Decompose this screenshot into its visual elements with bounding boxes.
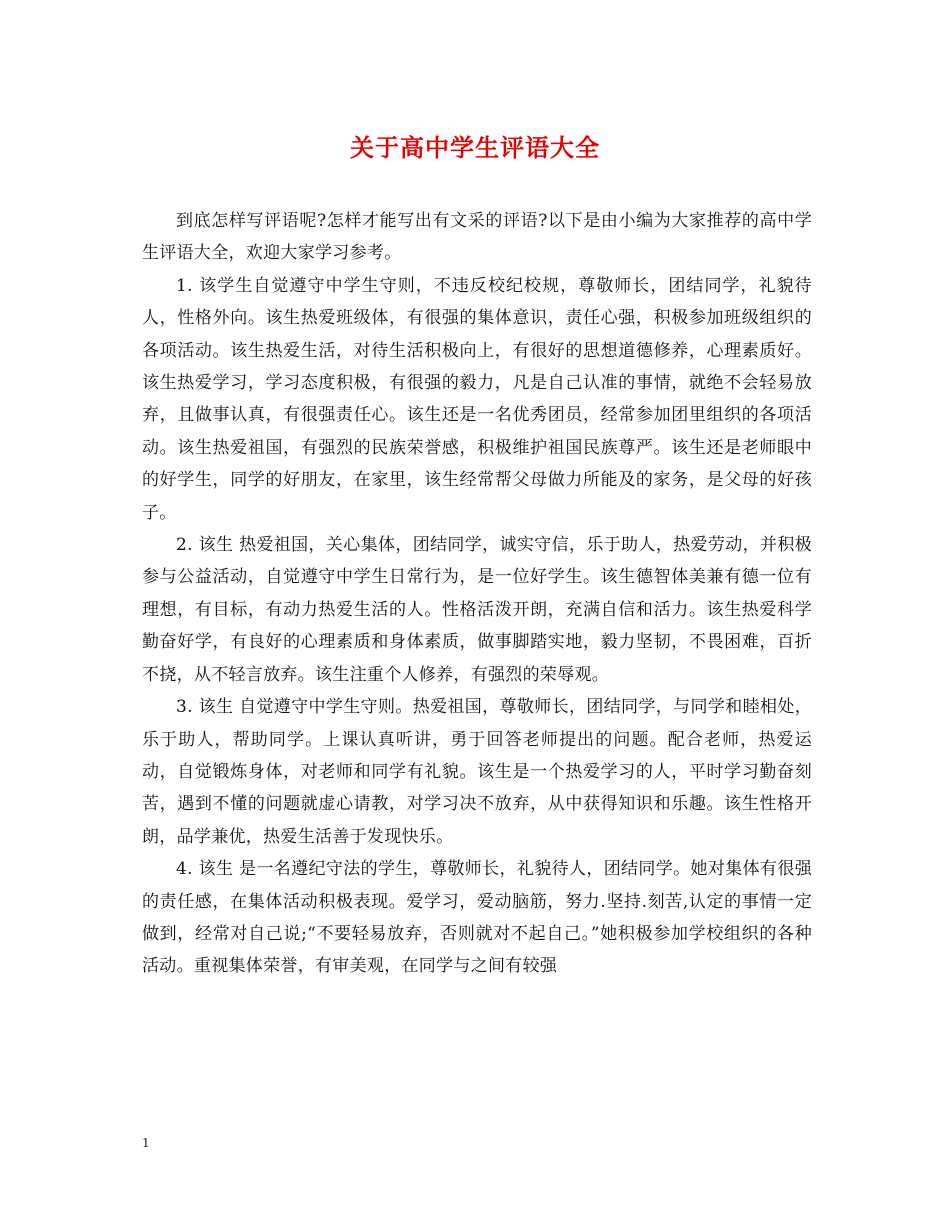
comment-paragraph-3: 3. 该生 自觉遵守中学生守则。热爱祖国，尊敬师长，团结同学，与同学和睦相处，乐于助人，帮助同学。上课认真听讲，勇于回答老师提出的问题。配合老师，热爱运动，自觉锻炼身体，对老师和同学有礼貌。该生是一个热爱学习的人，平时学习勤奋刻苦，遇到不懂的问题就虚心请教，对学习决不放弃，从中获得知识和乐趣。该生性格开朗，品学兼优，热爱生活善于发现快乐。 — [142, 697, 812, 847]
document-body — [142, 205, 812, 983]
document-title: 关于高中学生评语大全 — [350, 133, 600, 162]
comment-paragraph-4: 4. 该生 是一名遵纪守法的学生，尊敬师长，礼貌待人，团结同学。她对集体有很强的责任感，在集体活动积极表现。爱学习，爱动脑筋，努力.坚持.刻苦,认定的事情一定做到，经常对自己说;“不要轻易放弃，否则就对不起自己。”她积极参加学校组织的各种活动。重视集体荣誉，有审美观，在同学与之间有较强 — [142, 859, 812, 977]
page-number: 1 — [142, 1136, 150, 1150]
comment-paragraph-1: 1. 该学生自觉遵守中学生守则，不违反校纪校规，尊敬师长，团结同学，礼貌待人，性格外向。该生热爱班级体，有很强的集体意识，责任心强，积极参加班级组织的各项活动。该生热爱生活，对待生活积极向上，有很好的思想道德修养，心理素质好。该生热爱学习，学习态度积极，有很强的毅力，凡是自己认准的事情，就绝不会轻易放弃，且做事认真，有很强责任心。该生还是一名优秀团员，经常参加团里组织的各项活动。该生热爱祖国，有强烈的民族荣誉感，积极维护祖国民族尊严。该生还是老师眼中的好学生，同学的好朋友，在家里，该生经常帮父母做力所能及的家务，是父母的好孩子。 — [142, 275, 812, 523]
comment-paragraph-2: 2. 该生 热爱祖国，关心集体，团结同学，诚实守信，乐于助人，热爱劳动，并积极参与公益活动，自觉遵守中学生日常行为，是一位好学生。该生德智体美兼有德一位有理想，有目标，有动力热爱生活的人。性格活泼开朗，充满自信和活力。该生热爱科学勤奋好学，有良好的心理素质和身体素质，做事脚踏实地，毅力坚韧，不畏困难，百折不挠，从不轻言放弃。该生注重个人修养，有强烈的荣辱观。 — [142, 535, 812, 685]
intro-paragraph: 到底怎样写评语呢?怎样才能写出有文采的评语?以下是由小编为大家推荐的高中学生评语大全，欢迎大家学习参考。 — [142, 211, 812, 264]
